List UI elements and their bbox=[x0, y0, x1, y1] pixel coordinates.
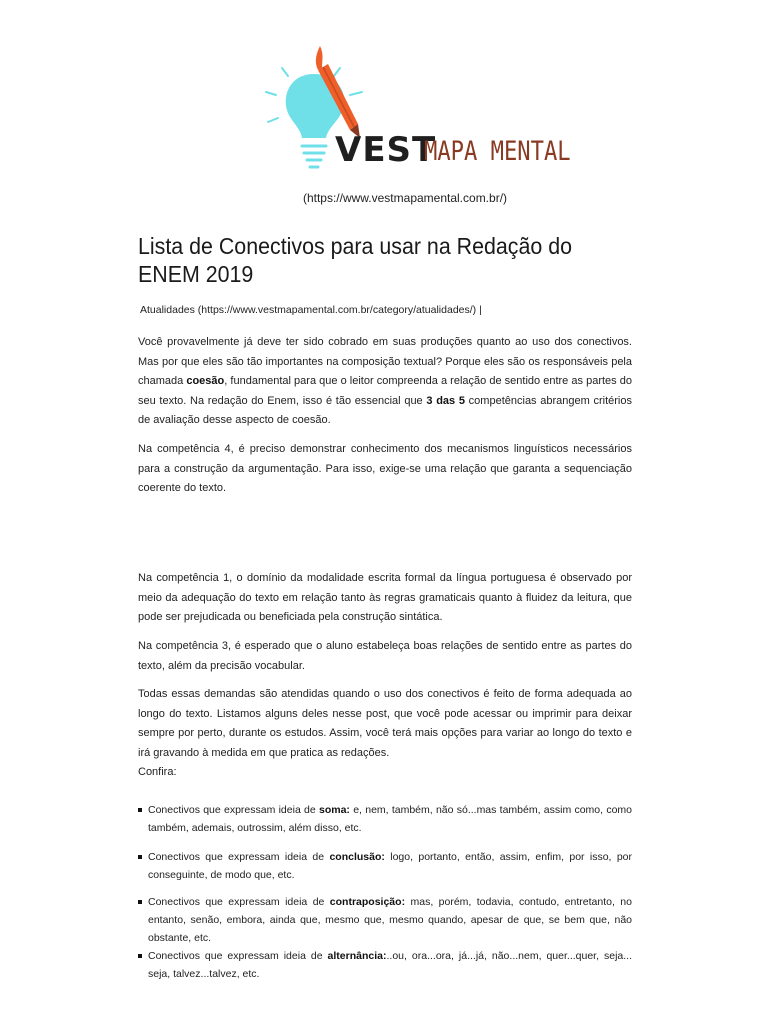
list-item-key: conclusão: bbox=[329, 851, 385, 863]
list-item-rest: e, nem, também, não só...mas também, assim como, como também, ademais, outrossim, além disso, etc. bbox=[148, 804, 632, 834]
list-item-key: alternância: bbox=[327, 950, 387, 962]
paragraph-confira bbox=[138, 763, 632, 783]
connectives-list bbox=[138, 848, 632, 884]
text-span: , fundamental para que o leitor compreenda a relação de sentido entre as partes do seu texto. Na redação do Enem, isso é tão essencial que bbox=[138, 375, 632, 407]
paragraph-competencia-1 bbox=[138, 569, 632, 628]
list-item-prefix: Conectivos que expressam ideia de bbox=[148, 950, 328, 962]
list-item-prefix: Conectivos que expressam ideia de bbox=[148, 804, 319, 816]
logo-wordmark-mapa-mental: MAPA MENTAL bbox=[424, 136, 571, 167]
source-url[interactable]: (https://www.vestmapamental.com.br/) bbox=[302, 191, 508, 205]
text-span: Você provavelmente já deve ter sido cobrado em suas produções quanto ao uso dos conectivos. Mas por que eles são tão importantes na composição textual? Porque eles são os responsáveis pela chamada bbox=[138, 336, 632, 387]
list-item-key: soma: bbox=[319, 804, 350, 816]
paragraph-competencia-3 bbox=[138, 637, 632, 676]
paragraph-text: Na competência 1, o domínio da modalidade escrita formal da língua portuguesa é observado por meio da adequação do texto em relação tanto às regras gramaticais quanto à fluidez da leitura, que pode ser prejudicada ou beneficiada pela construção sintática. bbox=[138, 572, 632, 623]
list-item-rest: ..ou, ora...ora, já...já, não...nem, quer...quer, seja... seja, talvez...talvez, etc. bbox=[148, 950, 632, 980]
text-span: competências abrangem critérios de avaliação desse aspecto de coesão. bbox=[138, 394, 632, 426]
connectives-list bbox=[138, 947, 632, 983]
logo-wordmark-vest: VEST bbox=[335, 130, 437, 170]
bold-3-das-5: 3 das 5 bbox=[426, 394, 465, 407]
paragraph-text: Na competência 4, é preciso demonstrar conhecimento dos mecanismos linguísticos necessários para a construção da argumentação. Para isso, exige-se uma relação que garanta a sequenciação coerente do texto. bbox=[138, 443, 632, 494]
list-item bbox=[138, 801, 632, 837]
connectives-list bbox=[138, 893, 632, 947]
list-item bbox=[138, 947, 632, 983]
list-item-rest: mas, porém, todavia, contudo, entretanto, no entanto, senão, embora, ainda que, mesmo que, mesmo quando, apesar de que, se bem que, não obstante, etc. bbox=[148, 896, 632, 944]
article-title: Lista de Conectivos para usar na Redação do ENEM 2019 bbox=[138, 233, 573, 287]
bulb-base bbox=[302, 146, 326, 167]
paragraph-demandas bbox=[138, 685, 632, 763]
paragraph-text bbox=[138, 333, 632, 431]
paragraph-intro bbox=[138, 333, 632, 431]
list-item-prefix: Conectivos que expressam ideia de bbox=[148, 896, 330, 908]
paragraph-text: Todas essas demandas são atendidas quando o uso dos conectivos é feito de forma adequada ao longo do texto. Listamos alguns deles nesse post, que você pode acessar ou imprimir para deixar sempre por perto, durante os estudos. Assim, você terá mais opções para variar ao longo do texto e irá gravando à medida em que pratica as redações. bbox=[138, 688, 632, 759]
list-item-key: contraposição: bbox=[329, 896, 406, 908]
list-item bbox=[138, 848, 632, 884]
bold-coesao: coesão bbox=[186, 375, 225, 387]
list-item-prefix: Conectivos que expressam ideia de bbox=[148, 851, 330, 863]
category-link[interactable]: Atualidades (https://www.vestmapamental.com.br/category/atualidades/) | bbox=[140, 304, 482, 316]
list-item bbox=[138, 893, 632, 947]
connectives-list bbox=[138, 801, 632, 837]
list-item-rest: logo, portanto, então, assim, enfim, por isso, por conseguinte, de modo que, etc. bbox=[148, 851, 632, 881]
paragraph-text: Confira: bbox=[138, 766, 177, 778]
paragraph-competencia-4 bbox=[138, 440, 632, 499]
paragraph-text: Na competência 3, é esperado que o aluno estabeleça boas relações de sentido entre as partes do texto, além da precisão vocabular. bbox=[138, 640, 632, 672]
